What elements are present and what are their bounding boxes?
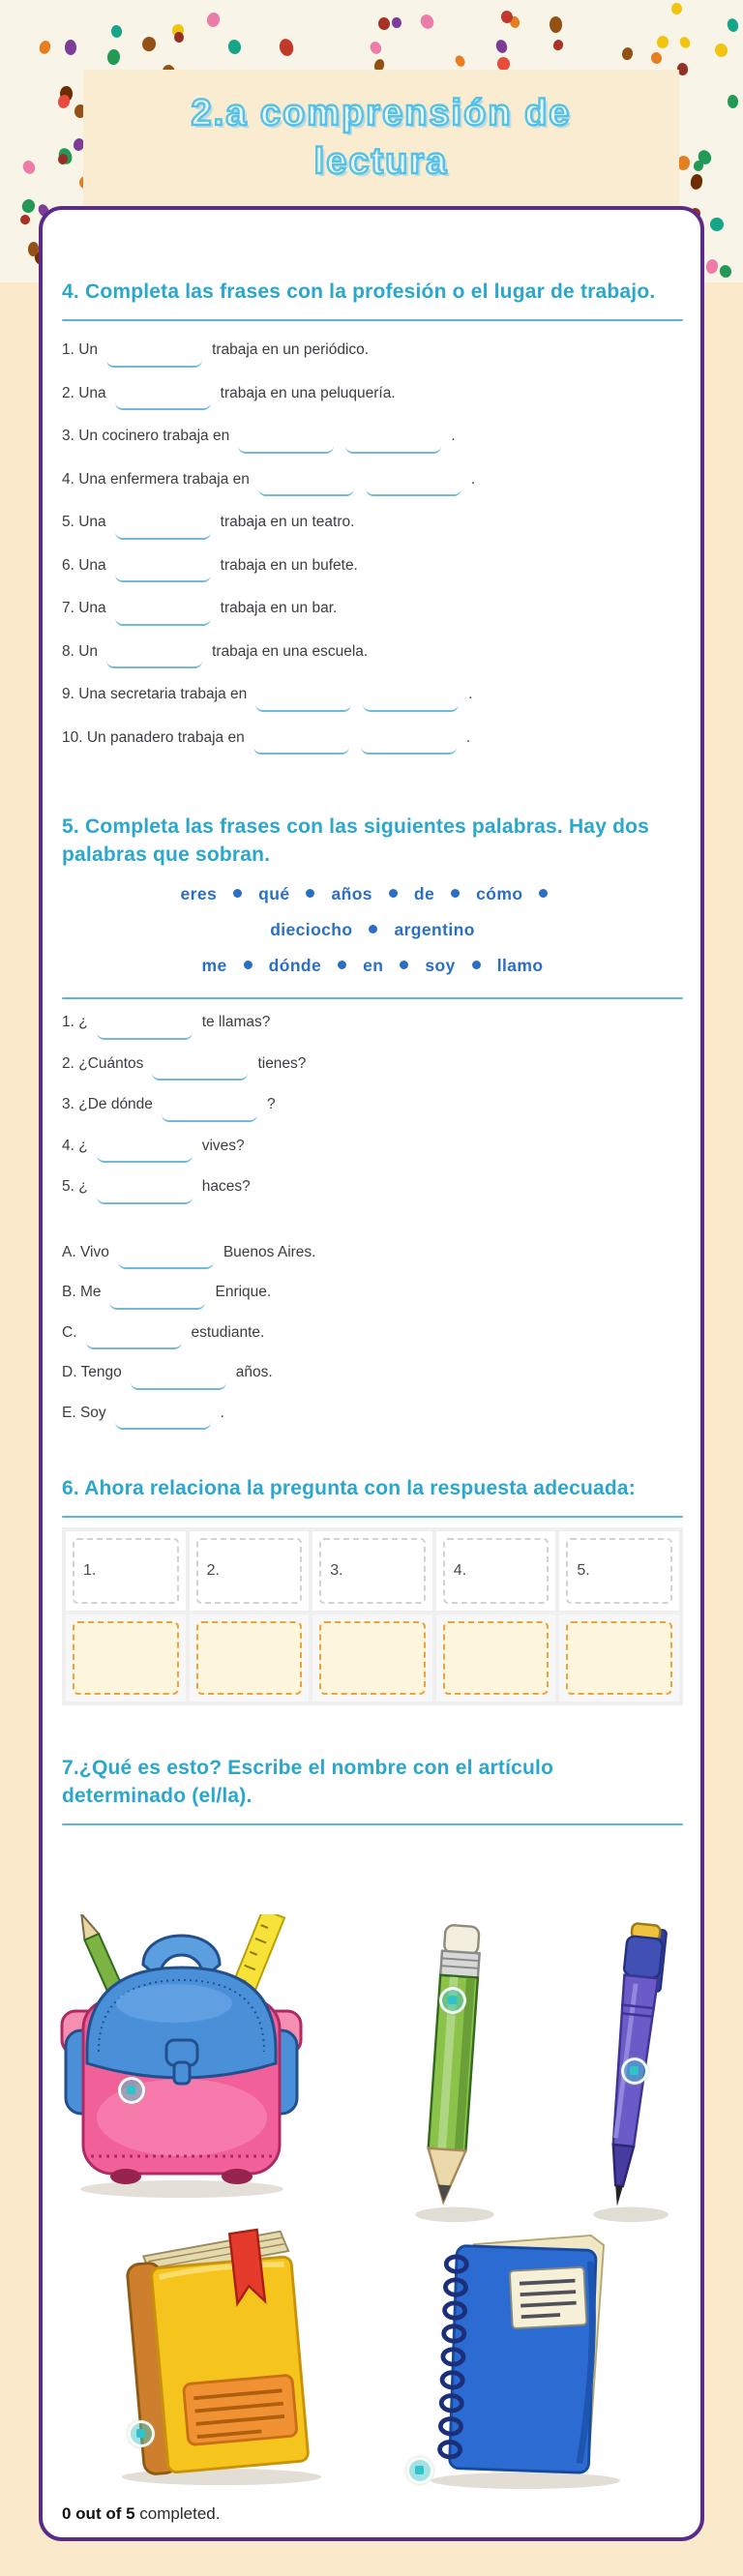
section-4-heading: 4. Completa las frases con la profesión o el lugar de trabajo. (62, 281, 656, 303)
match-drop-target[interactable] (196, 1621, 303, 1695)
blank-input[interactable] (255, 689, 351, 712)
blank-input[interactable] (115, 559, 211, 582)
confetti-dot (708, 217, 725, 233)
bullet-separator-icon (338, 961, 346, 969)
section-divider (62, 319, 683, 321)
confetti-dot (65, 39, 76, 54)
word-bank-line (62, 948, 683, 984)
word-bank-word: dieciocho (270, 920, 353, 939)
backpack-illustration (58, 1914, 305, 2200)
confetti-dot (728, 95, 739, 109)
section4-row (62, 337, 683, 368)
confetti-dot (38, 40, 52, 55)
word-bank-word: qué (258, 884, 290, 903)
bullet-separator-icon (539, 889, 548, 898)
section-5 (62, 813, 683, 1430)
sentence-text: trabaja en una peluquería. (220, 384, 396, 401)
sentence-text: 5. Una (62, 514, 106, 530)
answer-row (62, 1359, 683, 1390)
word-bank-word: soy (425, 956, 456, 975)
match-source-cell (559, 1531, 679, 1611)
page-title-line2: lectura (313, 140, 449, 182)
match-source-cell (312, 1531, 432, 1611)
match-source-box[interactable] (196, 1538, 303, 1604)
blank-input[interactable] (345, 430, 441, 454)
confetti-dot (650, 50, 664, 65)
confetti-dot (705, 258, 719, 274)
sentence-text: D. Tengo (62, 1364, 122, 1380)
word-bank-word: argentino (394, 920, 475, 939)
hotspot-book[interactable] (128, 2420, 155, 2447)
confetti-dot (552, 38, 565, 51)
sentence-text: . (468, 686, 473, 702)
match-source-box[interactable] (319, 1538, 426, 1604)
blank-input[interactable] (115, 387, 211, 410)
progress-label: completed. (139, 2504, 221, 2523)
bullet-separator-icon (472, 961, 481, 969)
confetti-dot (21, 159, 38, 176)
match-source-box[interactable] (73, 1538, 179, 1604)
sentence-text: haces? (201, 1178, 251, 1195)
confetti-dot (369, 40, 383, 56)
section4-row (62, 638, 683, 669)
confetti-dot (391, 17, 401, 30)
sentence-text: trabaja en un bar. (220, 600, 338, 616)
sentence-text: tienes? (257, 1054, 307, 1072)
answer-row (62, 1319, 683, 1350)
sentence-text: E. Soy (62, 1404, 106, 1421)
confetti-dot (20, 197, 37, 215)
images-block (62, 1914, 683, 2495)
section-7-heading: 7.¿Qué es esto? Escribe el nombre con el artículo determinado (el/la). (62, 1757, 554, 1807)
blank-input[interactable] (131, 1367, 226, 1390)
word-bank (62, 876, 683, 984)
blank-input[interactable] (115, 603, 211, 626)
sentence-text: . (465, 728, 471, 746)
bullet-separator-icon (400, 961, 408, 969)
sentence-text: B. Me (62, 1284, 102, 1300)
blank-input[interactable] (366, 473, 461, 496)
match-source-cell (66, 1531, 186, 1611)
confetti-dot (106, 48, 120, 65)
slot-number: 5. (577, 1562, 590, 1579)
section4-row (62, 595, 683, 626)
blank-input[interactable] (238, 430, 334, 454)
match-drop-row (62, 1614, 683, 1705)
match-drop-cell (190, 1614, 310, 1702)
sentence-text: años. (235, 1364, 273, 1380)
match-drop-target[interactable] (73, 1621, 179, 1695)
question-row (62, 1133, 683, 1164)
hotspot-pen[interactable] (621, 2058, 648, 2085)
section-6 (62, 1474, 683, 1705)
slot-number: 1. (83, 1562, 97, 1579)
blank-input[interactable] (97, 1140, 193, 1163)
blank-input[interactable] (115, 517, 211, 540)
pencil-image (406, 1916, 503, 2226)
word-bank-word: de (413, 884, 435, 903)
sentence-text: 3. ¿De dónde (62, 1096, 153, 1112)
sentence-text: C. (62, 1323, 77, 1341)
question-row (62, 1173, 683, 1204)
sentence-text: Buenos Aires. (223, 1243, 316, 1260)
blank-input[interactable] (106, 645, 202, 668)
word-bank-word: años (331, 884, 372, 903)
section-4-sentences (62, 337, 683, 755)
confetti-dot (141, 36, 157, 53)
confetti-dot (206, 11, 223, 28)
sentence-text: 10. Un panadero trabaja en (62, 728, 245, 746)
confetti-dot (714, 42, 729, 58)
match-source-box[interactable] (566, 1538, 672, 1604)
backpack-image (58, 1914, 305, 2200)
progress-status (62, 2504, 683, 2524)
question-row (62, 1091, 683, 1122)
hotspot-notebook[interactable] (406, 2457, 433, 2484)
blank-input[interactable] (162, 1099, 257, 1122)
sentence-text: 2. ¿Cuántos (62, 1054, 144, 1072)
book-illustration (101, 2226, 342, 2489)
confetti-dot (550, 16, 562, 33)
bullet-separator-icon (369, 925, 377, 933)
blank-input[interactable] (115, 1406, 211, 1430)
word-bank-word: eres (180, 884, 218, 903)
section-divider (62, 1823, 683, 1825)
match-drop-target[interactable] (319, 1621, 426, 1695)
page-title (192, 90, 572, 186)
section-4 (62, 278, 683, 755)
word-bank-word: cómo (476, 884, 523, 903)
blank-input[interactable] (97, 1181, 193, 1204)
word-bank-line (62, 912, 683, 948)
title-banner (83, 70, 679, 206)
sentence-text: 6. Una (62, 556, 106, 574)
progress-count: 0 out of 5 (62, 2504, 135, 2523)
word-bank-word: dónde (268, 956, 322, 975)
sentence-text: vives? (201, 1137, 245, 1154)
sentence-text: . (220, 1404, 224, 1421)
section-5-questions (62, 1009, 683, 1204)
blank-input[interactable] (253, 731, 349, 755)
match-drop-cell (436, 1614, 556, 1702)
confetti-dot (621, 47, 634, 62)
hotspot-pencil[interactable] (439, 1987, 466, 2014)
section4-row (62, 681, 683, 712)
section4-row (62, 509, 683, 540)
confetti-dot (110, 24, 123, 38)
sentence-text: 4. Una enfermera trabaja en (62, 470, 250, 488)
sentence-text: te llamas? (201, 1014, 271, 1030)
sentence-text: 4. ¿ (62, 1137, 88, 1154)
blank-input[interactable] (97, 1017, 193, 1040)
section-divider (62, 997, 683, 999)
match-drop-cell (66, 1614, 186, 1702)
word-bank-line (62, 876, 683, 912)
blank-input[interactable] (106, 344, 202, 368)
sentence-text: . (470, 470, 476, 488)
match-drop-cell (312, 1614, 432, 1702)
sentence-text: trabaja en una escuela. (212, 642, 369, 660)
bullet-separator-icon (451, 889, 460, 898)
sentence-text: 7. Una (62, 600, 106, 616)
bullet-separator-icon (306, 889, 314, 898)
confetti-dot (494, 38, 509, 54)
confetti-dot (278, 37, 295, 57)
sentence-text: A. Vivo (62, 1243, 109, 1260)
confetti-dot (19, 214, 32, 226)
blank-input[interactable] (109, 1287, 205, 1310)
section4-row (62, 552, 683, 583)
confetti-dot (726, 16, 740, 33)
sentence-text: trabaja en un teatro. (220, 514, 355, 530)
confetti-dot (718, 264, 732, 280)
section-7 (62, 1754, 683, 2495)
sentence-text: estudiante. (191, 1323, 265, 1341)
sentence-text: 1. Un (62, 341, 99, 358)
confetti-dot (677, 36, 691, 50)
match-source-cell (190, 1531, 310, 1611)
section4-row (62, 725, 683, 755)
sentence-text: 3. Un cocinero trabaja en (62, 428, 230, 444)
pencil-illustration (406, 1916, 503, 2226)
section-divider (62, 1516, 683, 1518)
confetti-dot (227, 39, 243, 55)
confetti-dot (671, 3, 682, 15)
slot-number: 3. (330, 1562, 343, 1579)
blank-input[interactable] (361, 731, 457, 755)
sentence-text: 9. Una secretaria trabaja en (62, 686, 248, 702)
match-source-box[interactable] (443, 1538, 550, 1604)
book-image (101, 2226, 342, 2489)
section-6-heading: 6. Ahora relaciona la pregunta con la respuesta adecuada: (62, 1477, 636, 1499)
pen-image (584, 1916, 681, 2226)
page-title-line1: 2.a comprensión de (191, 93, 572, 134)
notebook-illustration (402, 2222, 639, 2491)
match-drop-target[interactable] (443, 1621, 550, 1695)
confetti-dot (690, 173, 704, 190)
section4-row (62, 380, 683, 411)
notebook-image (402, 2222, 639, 2491)
question-row (62, 1009, 683, 1040)
confetti-dot (655, 35, 669, 50)
sentence-text: 5. ¿ (62, 1178, 88, 1195)
answer-row (62, 1239, 683, 1270)
sentence-text: ? (266, 1096, 276, 1112)
slot-number: 2. (206, 1562, 220, 1579)
blank-input[interactable] (258, 473, 354, 496)
bullet-separator-icon (244, 961, 253, 969)
sentence-text: 1. ¿ (62, 1014, 88, 1030)
word-bank-word: me (201, 956, 227, 975)
answer-row (62, 1279, 683, 1310)
bullet-separator-icon (389, 889, 398, 898)
slot-number: 4. (453, 1562, 467, 1579)
hotspot-backpack[interactable] (118, 2077, 145, 2104)
blank-input[interactable] (152, 1057, 248, 1081)
match-drop-target[interactable] (566, 1621, 672, 1695)
match-source-cell (436, 1531, 556, 1611)
sentence-text: . (451, 428, 456, 444)
section-5-answers (62, 1239, 683, 1431)
word-bank-word: llamo (496, 956, 544, 975)
answer-row (62, 1400, 683, 1431)
match-source-row (62, 1527, 683, 1614)
sentence-text: 2. Una (62, 384, 106, 401)
section-5-heading: 5. Completa las frases con las siguientes palabras. Hay dos palabras que sobran. (62, 815, 650, 866)
question-row (62, 1051, 683, 1081)
word-bank-word: en (363, 956, 384, 975)
blank-input[interactable] (118, 1246, 214, 1269)
sentence-text: trabaja en un bufete. (220, 556, 358, 574)
blank-input[interactable] (86, 1326, 182, 1349)
confetti-dot (418, 13, 435, 31)
section4-row (62, 423, 683, 454)
confetti-dot (454, 53, 467, 68)
match-drop-cell (559, 1614, 679, 1702)
section4-row (62, 466, 683, 497)
sentence-text: trabaja en un periódico. (212, 341, 370, 358)
sentence-text: 8. Un (62, 642, 99, 660)
bullet-separator-icon (233, 889, 242, 898)
confetti-dot (378, 16, 391, 30)
blank-input[interactable] (363, 689, 459, 712)
sentence-text: Enrique. (215, 1284, 272, 1300)
worksheet-card (39, 206, 704, 2541)
confetti-dot (173, 32, 183, 44)
